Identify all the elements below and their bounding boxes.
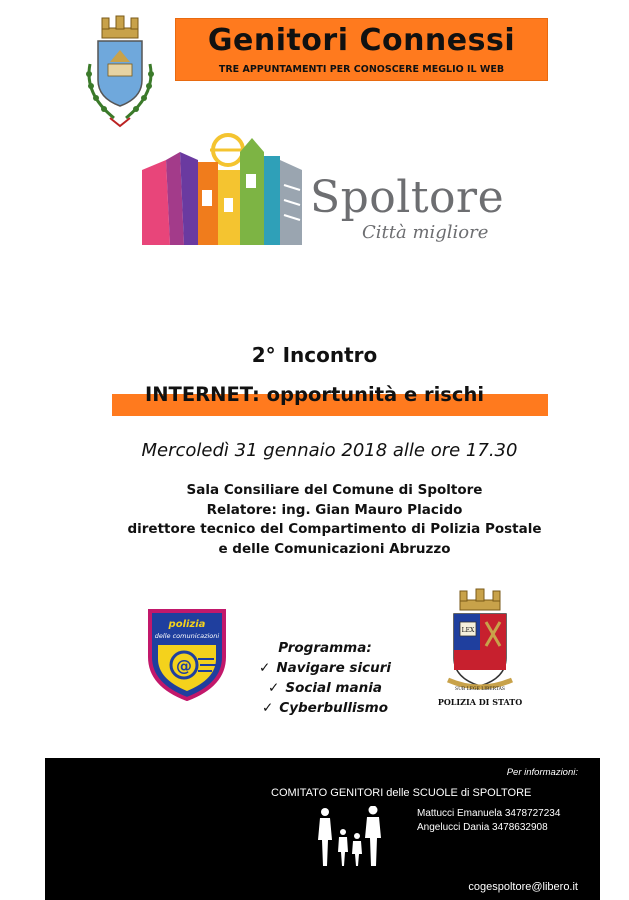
polizia-di-stato-emblem-icon — [440, 588, 520, 696]
meeting-number: 2° Incontro — [251, 343, 378, 367]
polizia-comunicazioni-badge-icon — [142, 605, 232, 701]
contact-line: Mattucci Emanuela 3478727234 — [417, 808, 561, 819]
svg-text:LEX: LEX — [461, 627, 475, 634]
meeting-details — [0, 481, 629, 559]
meeting-date: Mercoledì 31 gennaio 2018 alle ore 17.30 — [141, 440, 518, 461]
checkmark-icon: ✓ — [259, 660, 271, 676]
footer-panel — [45, 758, 600, 900]
program-item: ✓ Cyberbullismo — [261, 700, 389, 716]
page-title: Genitori Connessi — [207, 23, 516, 58]
committee-name: COMITATO GENITORI delle SCUOLE di SPOLTORE — [271, 787, 532, 799]
svg-text:SUB LEGE LIBERTAS: SUB LEGE LIBERTAS — [455, 687, 505, 692]
svg-text:delle comunicazioni: delle comunicazioni — [154, 632, 220, 640]
family-silhouette-icon — [315, 806, 385, 870]
speaker-line: Relatore: ing. Gian Mauro Placido — [206, 501, 463, 518]
speaker-role-line: direttore tecnico del Compartimento di Polizia Postale — [127, 521, 542, 537]
info-label: Per informazioni: — [506, 767, 578, 778]
meeting-topic: INTERNET: opportunità e rischi — [144, 383, 485, 406]
program-item: ✓ Social mania — [268, 680, 382, 696]
logo-name: Spoltore — [310, 172, 505, 223]
polizia-di-stato-label: POLIZIA DI STATO — [437, 697, 523, 707]
contact-email[interactable]: cogespoltore@libero.it — [468, 881, 578, 893]
checkmark-icon: ✓ — [261, 700, 274, 716]
speaker-role-line-2: e delle Comunicazioni Abruzzo — [218, 540, 451, 557]
title-banner — [175, 18, 548, 81]
program-list — [250, 638, 400, 718]
program-item: ✓ Navigare sicuri — [259, 660, 391, 676]
checkmark-icon: ✓ — [268, 680, 280, 696]
program-heading: Programma: — [278, 640, 372, 656]
page-subtitle: TRE APPUNTAMENTI PER CONOSCERE MEGLIO IL WEB — [218, 64, 505, 75]
spoltore-city-logo-icon — [140, 130, 305, 255]
spoltore-crest-icon — [80, 14, 160, 132]
venue-line: Sala Consiliare del Comune di Spoltore — [186, 482, 483, 498]
logo-tagline: Città migliore — [362, 222, 489, 243]
svg-text:polizia: polizia — [168, 619, 206, 630]
contact-line: Angelucci Dania 3478632908 — [417, 822, 548, 833]
svg-text:@: @ — [176, 656, 192, 675]
